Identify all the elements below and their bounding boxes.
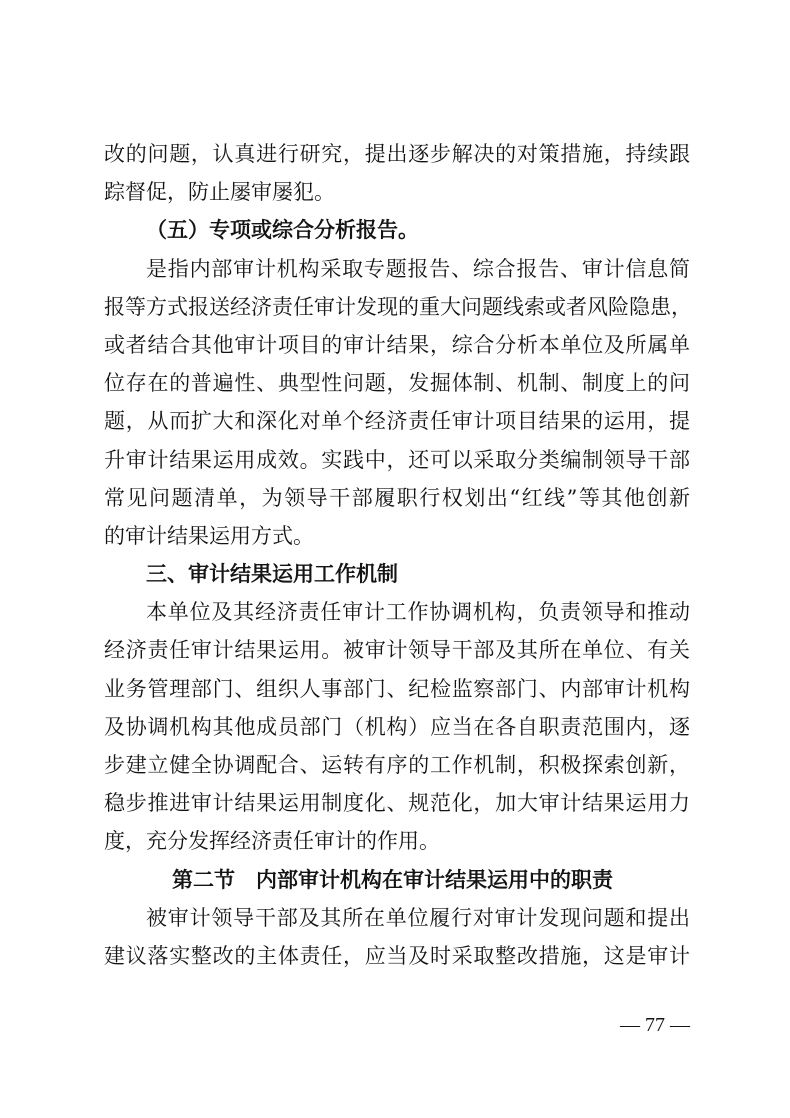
paragraph bbox=[104, 250, 690, 556]
text-line: 步建立健全协调配合、运转有序的工作机制，积极探索创新， bbox=[104, 753, 690, 777]
text-line: 建议落实整改的主体责任，应当及时采取整改措施，这是审计 bbox=[104, 943, 690, 968]
text-line: 经济责任审计结果运用。被审计领导干部及其所在单位、有关 bbox=[104, 638, 690, 663]
body-text bbox=[104, 135, 690, 975]
text-line: 稳步推进审计结果运用制度化、规范化，加大审计结果运用力 bbox=[104, 791, 690, 816]
paragraph bbox=[104, 593, 690, 860]
text-line: 升审计结果运用成效。实践中，还可以采取分类编制领导干部 bbox=[104, 447, 690, 472]
text-line: 被审计领导干部及其所在单位履行对审计发现问题和提出 bbox=[146, 905, 690, 930]
text-line: 度，充分发挥经济责任审计的作用。 bbox=[104, 829, 440, 854]
text-line: 或者结合其他审计项目的审计结果，综合分析本单位及所属单 bbox=[104, 332, 690, 357]
text-line: 及协调机构其他成员部门（机构）应当在各自职责范围内，逐 bbox=[104, 714, 690, 739]
text-line: 题，从而扩大和深化对单个经济责任审计项目结果的运用，提 bbox=[104, 409, 690, 434]
text-line: 改的问题，认真进行研究，提出逐步解决的对策措施，持续跟 bbox=[104, 142, 690, 166]
page-number: — 77 — bbox=[620, 1014, 690, 1036]
text-line: 常见问题清单，为领导干部履职行权划出“红线”等其他创新 bbox=[104, 485, 690, 510]
text-line: 报等方式报送经济责任审计发现的重大问题线索或者风险隐患， bbox=[104, 294, 692, 319]
text-line: 的审计结果运用方式。 bbox=[104, 523, 314, 548]
text-line: 业务管理部门、组织人事部门、纪检监察部门、内部审计机构 bbox=[104, 676, 690, 701]
chapter-section-title: 第二节 内部审计机构在审计结果运用中的职责 bbox=[172, 867, 613, 892]
section-heading: 三、审计结果运用工作机制 bbox=[146, 562, 398, 587]
subsection-heading: （五）专项或综合分析报告。 bbox=[146, 218, 419, 243]
text-line: 本单位及其经济责任审计工作协调机构，负责领导和推动 bbox=[146, 600, 690, 625]
paragraph bbox=[104, 899, 690, 975]
text-line: 是指内部审计机构采取专题报告、综合报告、审计信息简 bbox=[146, 256, 690, 281]
text-line: 踪督促，防止屡审屡犯。 bbox=[104, 180, 335, 205]
text-line: 位存在的普遍性、典型性问题，发掘体制、机制、制度上的问 bbox=[104, 371, 690, 396]
paragraph bbox=[104, 135, 690, 211]
